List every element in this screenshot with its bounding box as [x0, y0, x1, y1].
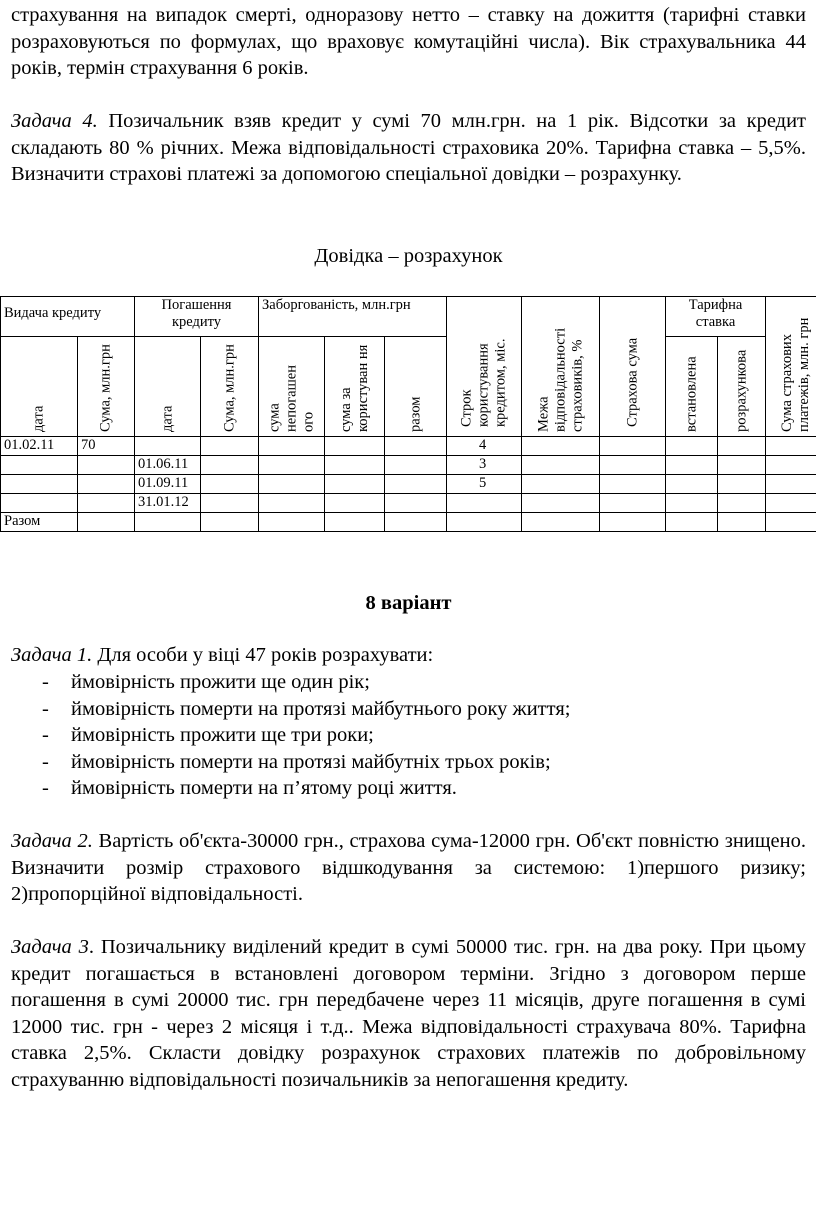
variant-title: 8 варіант: [365, 592, 452, 614]
header-liability: Межа відповідальності страховиків, %: [522, 297, 600, 437]
subheader-issue-date: дата: [1, 337, 78, 437]
header-issue: Видача кредиту: [1, 297, 135, 337]
task1-list: [11, 669, 806, 802]
task3-label: Задача 3: [11, 936, 89, 958]
list-item: - ймовірність прожити ще три роки;: [42, 724, 374, 746]
intro-paragraph: [11, 2, 806, 82]
header-tariff: Тарифна ставка: [666, 297, 766, 337]
task4-text: Позичальник взяв кредит у сумі 70 млн.грн. на 1 рік. Відсотки за кредит складають 80 % річних. Межа відповідальності страховика 20%. Тарифна ставка – 5,5%. Визначити страхові платежі за допомогою спеціальної довідки – розрахунку.: [11, 110, 807, 185]
table-row: 31.01.12: [1, 494, 816, 513]
table-title: Довідка – розрахунок: [314, 245, 503, 267]
task1-paragraph: [11, 642, 806, 669]
subheader-tariff-calc: розрахункова: [718, 337, 766, 437]
task2-text: Вартість об'єкта-30000 грн., страхова сума-12000 грн. Об'єкт повністю знищено. Визначити розмір страхового відшкодування за системою: 1)першого ризику; 2)пропорційної відповідальності.: [11, 830, 806, 905]
list-item: - ймовірність померти на протязі майбутнього року життя;: [42, 697, 571, 720]
list-item: - ймовірність померти на п’ятому році життя.: [42, 777, 457, 799]
intro-text: страхування на випадок смерті, одноразову нетто – ставку на дожиття (тарифні ставки розраховуються по формулах, що враховує комутаційні числа). Вік страхувальника 44 років, термін страхування 6 років.: [11, 4, 806, 79]
header-insured-sum: Страхова сума: [600, 297, 666, 437]
task4-label: Задача 4.: [11, 110, 98, 132]
table-row: 01.09.11 5: [1, 475, 816, 494]
list-item: - ймовірність померти на протязі майбутніх трьох років;: [42, 750, 551, 773]
subheader-rep-sum: Сума, млн.грн: [201, 337, 259, 437]
calculation-table: [0, 296, 816, 532]
task1-text: Для особи у віці 47 років розрахувати:: [92, 644, 434, 666]
list-item: - ймовірність прожити ще один рік;: [42, 671, 370, 693]
task3-text: . Позичальнику виділений кредит в сумі 50000 тис. грн. на два року. При цьому кредит погашається в встановлені договором терміни. Згідно з договором перше погашення в сумі 20000 тис. грн передбачене через 11 місяців, друге погашення в сумі 12000 тис. грн - через 2 місяця і т.д.. Межа відповідальності страхувача 80%. Тарифна ставка 2,5%. Скласти довідку розрахунок страхових платежів по добровільному страхуванню відповідальності позичальників за непогашення кредиту.: [11, 936, 806, 1091]
subheader-issue-sum: Сума, млн.грн: [78, 337, 135, 437]
subheader-total: разом: [385, 337, 447, 437]
table-row-total: Разом: [1, 513, 816, 532]
subheader-rep-date: дата: [135, 337, 201, 437]
header-payments: Сума страхових платежів, млн. грн: [766, 297, 816, 437]
task4-paragraph: [11, 108, 806, 188]
header-term: Строк користування кредитом, міс.: [447, 297, 522, 437]
table-row: 01.06.11 3: [1, 456, 816, 475]
subheader-tariff-set: встановлена: [666, 337, 718, 437]
header-repayment: Погашення кредиту: [135, 297, 259, 337]
task3-paragraph: [11, 934, 806, 1093]
header-debt: Заборгованість, млн.грн: [259, 297, 447, 337]
table-row: 01.02.11 70 4: [1, 437, 816, 456]
subheader-used: сума за користуван ня: [325, 337, 385, 437]
task1-label: Задача 1.: [11, 644, 93, 666]
task2-paragraph: [11, 828, 806, 908]
task2-label: Задача 2.: [11, 830, 93, 852]
subheader-unpaid: сума непогашен ого: [259, 337, 325, 437]
